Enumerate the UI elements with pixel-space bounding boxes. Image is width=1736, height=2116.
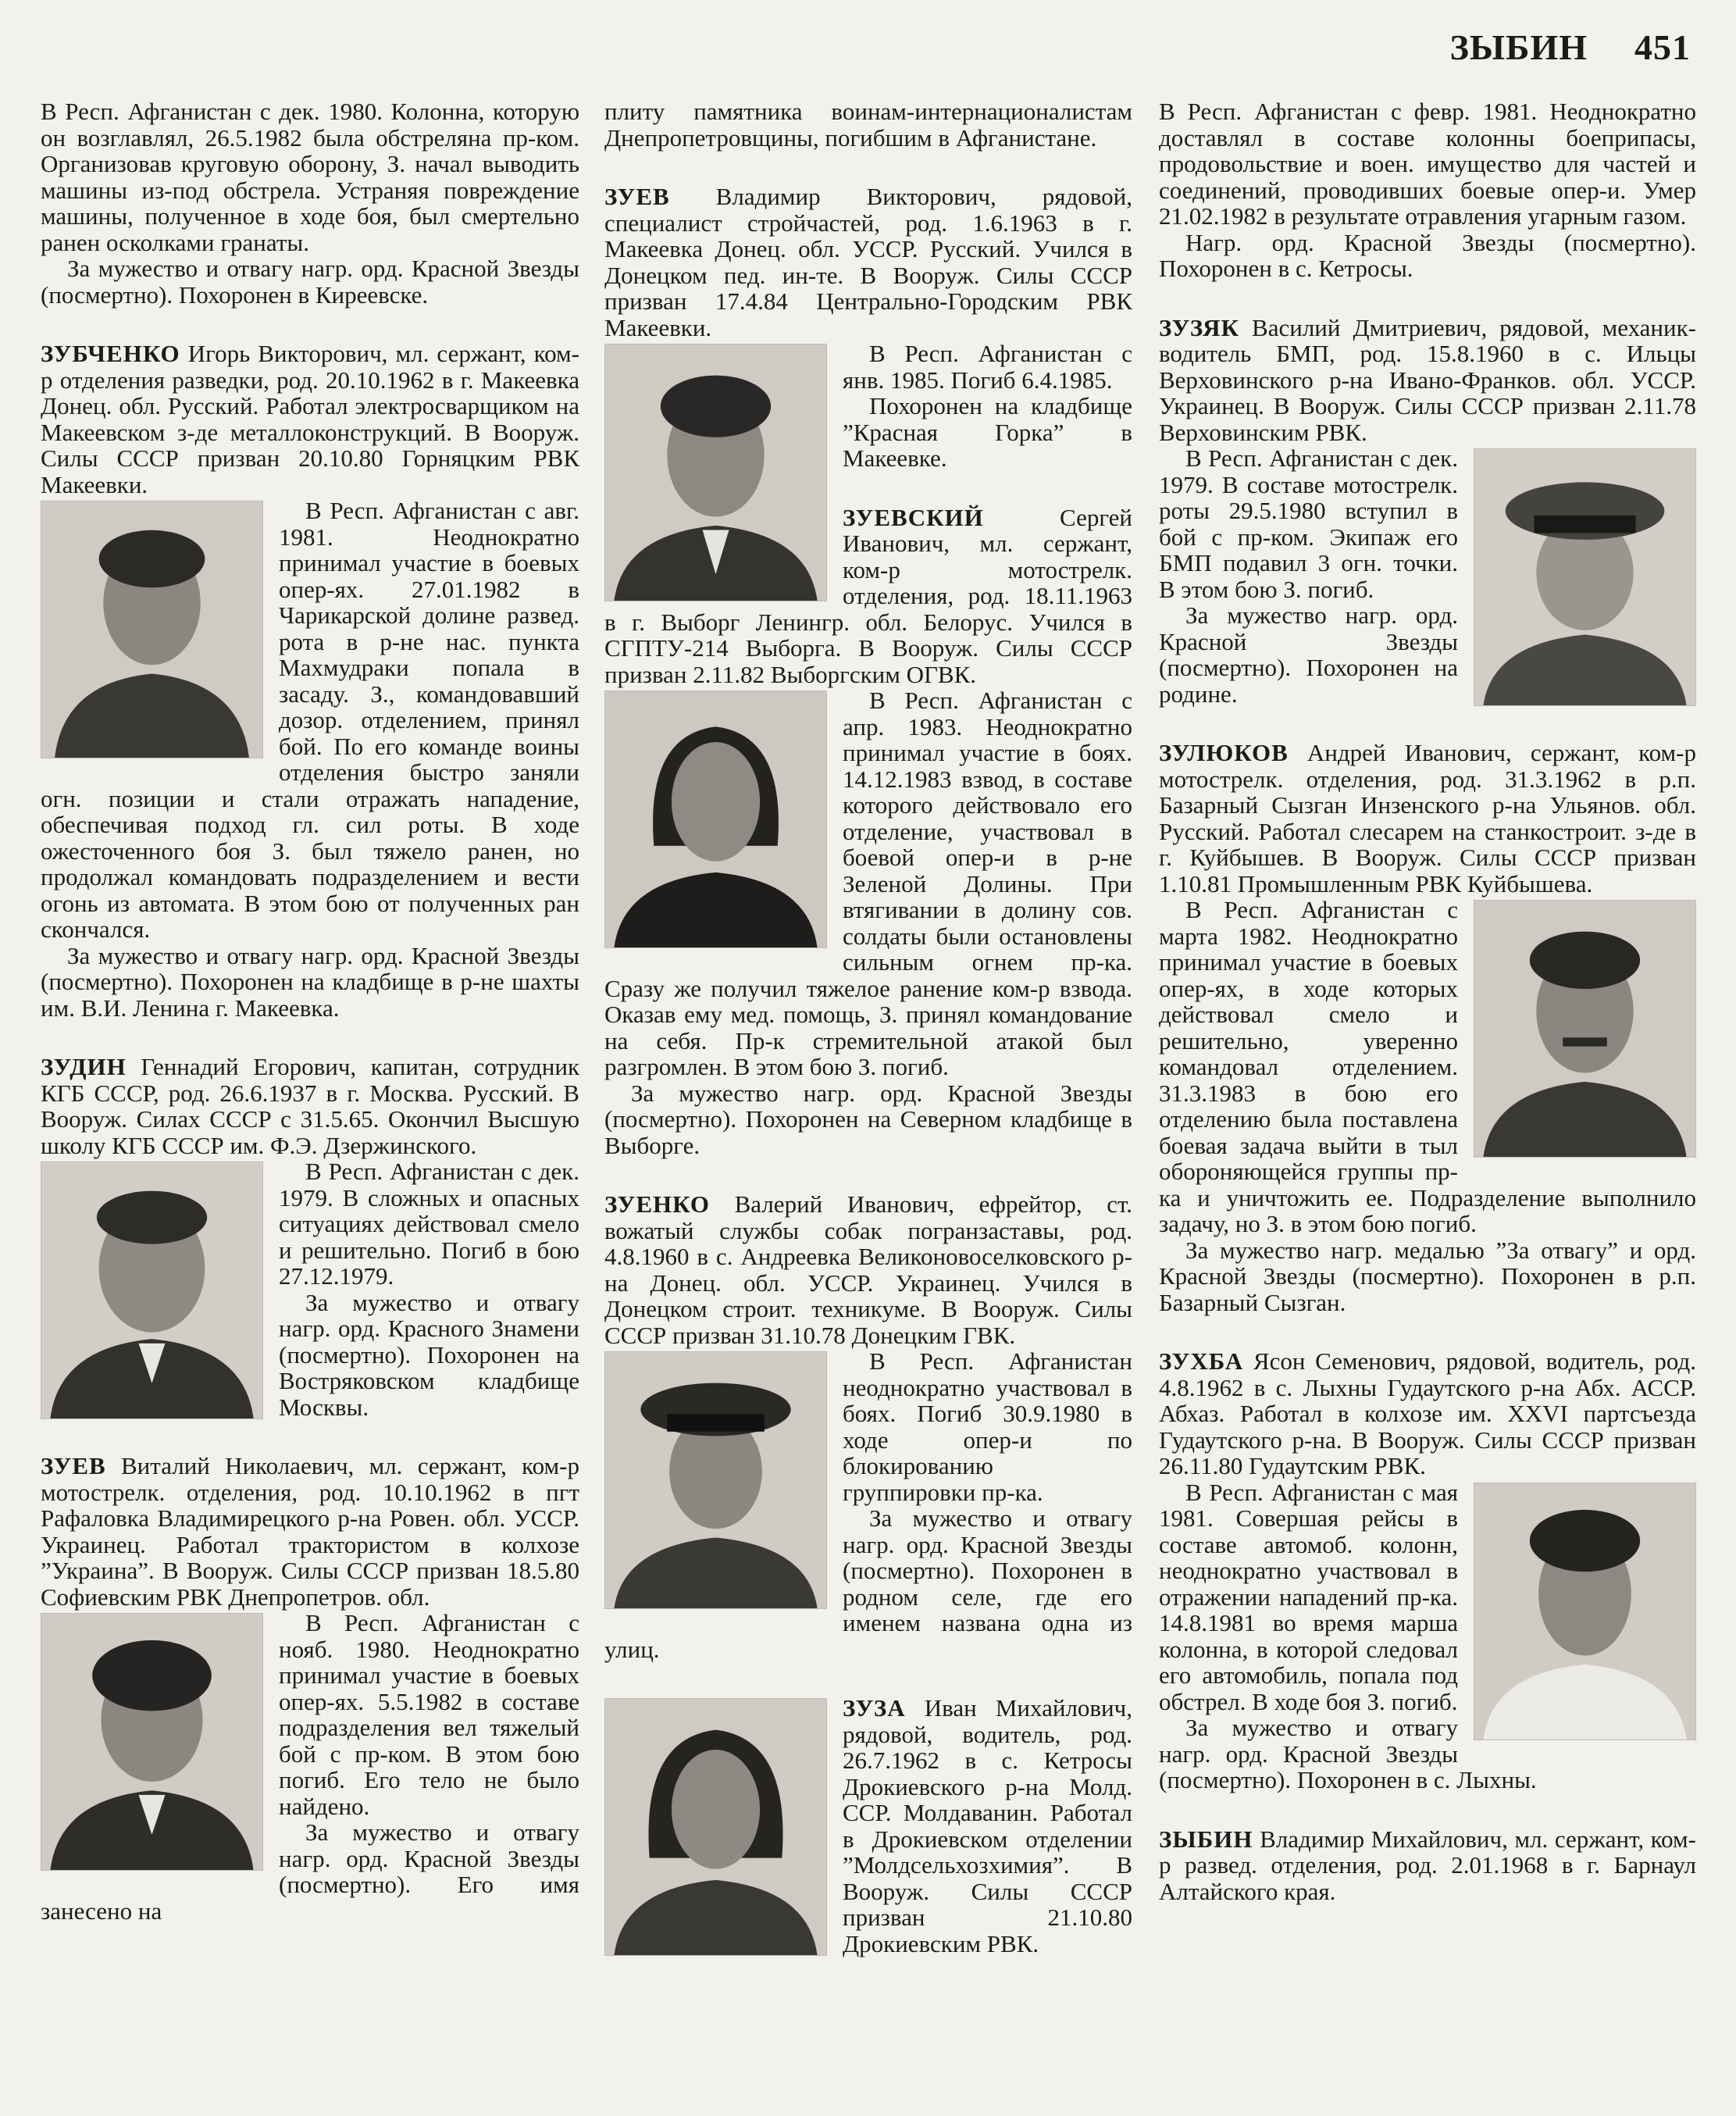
entry-surname: ЗУДИН (41, 1053, 127, 1080)
entry-zuzyak (1159, 315, 1696, 708)
column-1 (41, 98, 579, 1957)
entry-bio: Виталий Николаевич, мл. сержант, ком-р мотострелк. отделения, род. 10.10.1962 в пгт Рафаловка Владимирецкого р-на Ровен. обл. УССР. Украинец. Работал трактористом в колхозе ”Украина”. В Вооруж. Силы СССР призван 18.5.80 Софиевским РВК Днепропетров. обл. (41, 1452, 579, 1611)
entry-surname: ЗУЗЯК (1159, 313, 1239, 341)
entry-zubchenko (41, 341, 579, 1021)
entry-surname: ЗЫБИН (1159, 1825, 1253, 1853)
entry-zuenko (604, 1191, 1132, 1662)
entry-service: В Респ. Афганистан с мая 1981. Совершая рейсы в составе автомоб. колонн, неоднократно участвовал в отражении нападений пр-ка. 14.8.1981 во время марша колонна, в которой следовал его автомобиль, попала под обстрел. В ходе боя З. погиб. (1159, 1478, 1458, 1715)
entry-award: За мужество и отвагу нагр. орд. Красной Звезды (посмертно). Его имя занесено на (41, 1818, 579, 1925)
portrait-photo (604, 690, 827, 948)
entry-bio: Иван Михайлович, рядовой, водитель, род. 26.7.1962 в с. Кетросы Дрокиевского р-на Молд. ССР. Молдаванин. Работал в Дрокиевском отделении ”Молдсельхозхимия”. В Вооруж. Силы СССР призван 21.10.80 Дрокиевским РВК. (843, 1694, 1132, 1957)
entry-service: В Респ. Афганистан с янв. 1985. Погиб 6.4.1985. (843, 340, 1132, 394)
portrait-photo (604, 1351, 827, 1609)
entry-zudin (41, 1054, 579, 1420)
paragraph: За мужество и отвагу нагр. орд. Красной Звезды (посмертно). Похоронен в Киреевске. (41, 255, 579, 309)
entry-surname: ЗУЛЮКОВ (1159, 739, 1289, 766)
paragraph: В Респ. Афганистан с февр. 1981. Неоднократно доставлял в составе колонны боеприпасы, продовольствие и воен. имущество для частей и соединений, проводивших боевые опер-и. Умер 21.02.1982 в результате отравления угарным газом. (1159, 98, 1696, 230)
entry-bio: Игорь Викторович, мл. сержант, ком-р отделения разведки, род. 20.10.1962 в г. Макеевка Донец. обл. Русский. Работал электросварщиком на Макеевском з-де металлоконструкций. В Вооруж. Силы СССР призван 20.10.80 Горняцким РВК Макеевки. (41, 340, 579, 498)
entry-surname: ЗУБЧЕНКО (41, 340, 180, 367)
header-surname: ЗЫБИН (1449, 27, 1588, 67)
entry-award: Похоронен на кладбище ”Красная Горка” в Макеевке. (843, 392, 1132, 472)
portrait-photo (41, 1161, 263, 1419)
entry-bio: Валерий Иванович, ефрейтор, ст. вожатый службы собак погранзаставы, род. 4.8.1960 в с. Андреевка Великоновоселковского р-на Донец. обл. УССР. Украинец. Учился в Донецком строит. техникуме. В Вооруж. Силы СССР призван 31.10.78 Донецким ГВК. (604, 1190, 1132, 1349)
entry-bio: Василий Дмитриевич, рядовой, механик-водитель БМП, род. 15.8.1960 в с. Ильцы Верховинского р-на Ивано-Франков. обл. УССР. Украинец. В Вооруж. Силы СССР призван 2.11.78 Верховинским РВК. (1159, 313, 1696, 446)
entry-bio: Владимир Михайлович, мл. сержант, ком-р развед. отделения, род. 2.01.1968 в г. Барнаул Алтайского края. (1159, 1825, 1696, 1905)
entry-service: В Респ. Афганистан неоднократно участвовал в боях. Погиб 30.9.1980 в ходе опер-и по блокированию группировки пр-ка. (843, 1347, 1132, 1506)
portrait-photo (41, 1613, 263, 1871)
portrait-photo (604, 344, 827, 601)
paragraph: В Респ. Афганистан с дек. 1980. Колонна, которую он возглавлял, 26.5.1982 была обстреляна пр-ком. Организовав круговую оборону, З. начал выводить машины из-под обстрела. Устраняя повреждение машины, полученное в ходе боя, был смертельно ранен осколками гранаты. (41, 98, 579, 256)
entry-surname: ЗУЕВ (604, 183, 670, 210)
entry-bio: Геннадий Егорович, капитан, сотрудник КГБ СССР, род. 26.6.1937 в г. Москва. Русский. В Вооруж. Силах СССР с 31.5.65. Окончил Высшую школу КГБ СССР им. Ф.Э. Дзержинского. (41, 1053, 579, 1159)
running-header (1450, 27, 1691, 68)
page-number: 451 (1634, 27, 1691, 67)
entry-bio: Ясон Семенович, рядовой, водитель, род. 4.8.1962 в с. Лыхны Гудаутского р-на Абх. АССР. Абхаз. Работал в колхозе им. XXVI партсъезда Гудаутского р-на. В Вооруж. Силы СССР призван 26.11.80 Гудаутским РВК. (1159, 1347, 1696, 1479)
entry-surname: ЗУЗА (843, 1694, 906, 1722)
continued-entry (1159, 98, 1696, 282)
entry-zuev-vitaly (41, 1453, 579, 1924)
entry-service: В Респ. Афганистан с марта 1982. Неоднократно принимал участие в боевых опер-ях, в ходе которых действовал смело и решительно, уверенно командовал отделением. 31.3.1983 в бою его отделению была поставлена боевая задача выйти в тыл обороняющейся группы пр-ка и уничтожить ее. Подразделение выполнило задачу, но З. в этом бою погиб. (1159, 896, 1696, 1237)
entry-zybin (1159, 1826, 1696, 1905)
entry-surname: ЗУЕВСКИЙ (843, 503, 984, 531)
entry-surname: ЗУЕВ (41, 1452, 106, 1479)
entry-award: За мужество нагр. медалью ”За отвагу” и орд. Красной Звезды (посмертно). Похоронен в р.п. Базарный Сызган. (1159, 1236, 1696, 1316)
entry-service: В Респ. Афганистан с дек. 1979. В составе мотострелк. роты 29.5.1980 вступил в бой с пр-ком. Экипаж его БМП подавил 3 огн. точки. В этом бою З. погиб. (1159, 444, 1458, 603)
entry-service: В Респ. Афганистан с апр. 1983. Неоднократно принимал участие в боях. 14.12.1983 взвод, в составе которого действовало его отделение, участвовал в боевой опер-и в р-не Зеленой Долины. При втягивании в долину сов. солдаты были остановлены сильным огнем пр-ка. Сразу же получил тяжелое ранение ком-р взвода. Оказав ему мед. помощь, З. принял командование на себя. Пр-к стремительной атакой был разгромлен. В этом бою З. погиб. (604, 687, 1132, 1080)
entry-service: В Респ. Афганистан с авг. 1981. Неоднократно принимал участие в боевых опер-ях. 27.01.1982 в Чарикарской долине развед. рота в р-не нас. пункта Махмудраки попала в засаду. З., командовавший дозор. отделением, принял бой. По его команде воины отделения быстро заняли огн. позиции и стали отражать нападение, обеспечивая подход гл. сил роты. В ходе ожесточенного боя З. был тяжело ранен, но продолжал командовать подразделением и вести огонь из автомата. В этом бою от полученных ран скончался. (41, 497, 579, 943)
entry-award: За мужество и отвагу нагр. орд. Красной Звезды (посмертно). Похоронен на кладбище в р-не шахты им. В.И. Ленина г. Макеевка. (41, 941, 579, 1022)
entry-award: За мужество и отвагу нагр. орд. Красной Звезды (посмертно). Похоронен в родном селе, где его именем названа одна из улиц. (604, 1504, 1132, 1663)
entry-service: В Респ. Афганистан с дек. 1979. В сложных и опасных ситуациях действовал смело и решительно. Погиб в бою 27.12.1979. (279, 1158, 579, 1290)
continued-entry (604, 98, 1132, 151)
portrait-photo (604, 1698, 827, 1956)
entry-bio: Андрей Иванович, сержант, ком-р мотострелк. отделения, род. 31.3.1962 в р.п. Базарный Сызган Инзенского р-на Ульянов. обл. Русский. Работал слесарем на станкостроит. з-де в г. Куйбышев. В Вооруж. Силы СССР призван 1.10.81 Промышленным РВК Куйбышева. (1159, 739, 1696, 897)
paragraph: плиту памятника воинам-интернационалистам Днепропетровщины, погибшим в Афганистане. (604, 98, 1132, 152)
entry-bio: Владимир Викторович, рядовой, специалист стройчастей, род. 1.6.1963 в г. Макеевка Донец. обл. УССР. Русский. Учился в Донецком пед. ин-те. В Вооруж. Силы СССР призван 17.4.84 Центрально-Городским РВК Макеевки. (604, 183, 1132, 341)
portrait-photo (1474, 448, 1696, 706)
column-2 (604, 98, 1132, 1989)
entry-surname: ЗУХБА (1159, 1347, 1244, 1375)
entry-zuev-vladimir (604, 184, 1132, 472)
entry-award: За мужество и отвагу нагр. орд. Красного Знамени (посмертно). Похоронен на Востряковском кладбище Москвы. (279, 1288, 579, 1421)
entry-award: За мужество и отвагу нагр. орд. Красной Звезды (посмертно). Похоронен в с. Лыхны. (1159, 1714, 1537, 1793)
entry-zuevsky (604, 505, 1132, 1159)
column-3 (1159, 98, 1696, 1937)
portrait-photo (1474, 1483, 1696, 1740)
portrait-photo (41, 501, 263, 758)
entry-zulyukov (1159, 740, 1696, 1315)
entry-bio: Сергей Иванович, мл. сержант, ком-р мотострелк. отделения, род. 18.11.1963 в г. Выборг Ленингр. обл. Белорус. Учился в СГПТУ-214 Выборга. В Вооруж. Силы СССР призван 2.11.82 Выборгским ОГВК. (604, 503, 1132, 688)
entry-surname: ЗУЕНКО (604, 1190, 710, 1218)
continued-entry (41, 98, 579, 308)
entry-zuza (604, 1695, 1132, 1957)
portrait-photo (1474, 900, 1696, 1158)
paragraph: Нагр. орд. Красной Звезды (посмертно). Похоронен в с. Кетросы. (1159, 228, 1696, 282)
entry-award: За мужество нагр. орд. Красной Звезды (посмертно). Похоронен на родине. (1159, 601, 1458, 708)
entry-award: За мужество нагр. орд. Красной Звезды (посмертно). Похоронен на Северном кладбище в Выборге. (604, 1079, 1132, 1159)
entry-service: В Респ. Афганистан с нояб. 1980. Неоднократно принимал участие в боевых опер-ях. 5.5.1982 в составе подразделения вел тяжелый бой с пр-ком. В этом бою погиб. Его тело не было найдено. (279, 1609, 579, 1820)
entry-zukhba (1159, 1348, 1696, 1793)
